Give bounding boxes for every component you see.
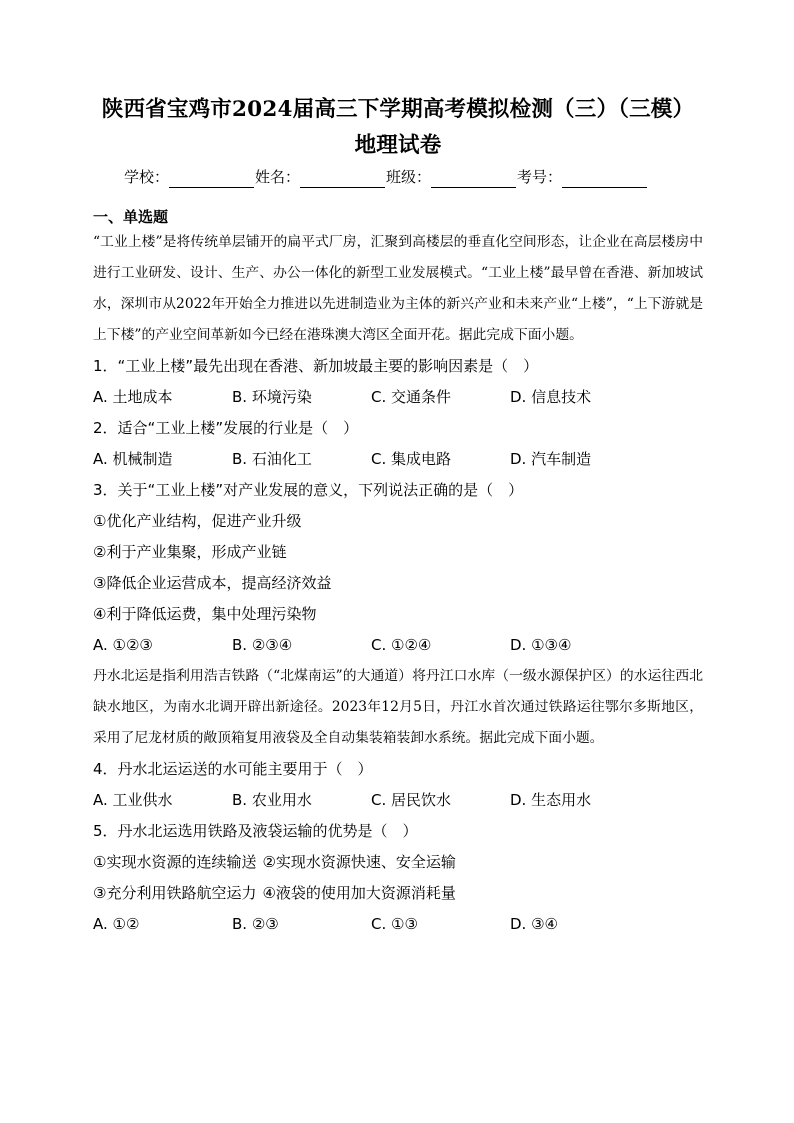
statement-item: ④液袋的使用加大资源消耗量 bbox=[262, 884, 456, 902]
question-4 bbox=[93, 754, 703, 816]
option-b: B. 环境污染 bbox=[232, 388, 312, 406]
statement-row bbox=[93, 878, 703, 909]
option-a: A. 土地成本 bbox=[93, 388, 173, 406]
option-c: C. ①③ bbox=[371, 915, 418, 933]
option-row bbox=[93, 785, 703, 816]
name-field bbox=[255, 166, 386, 188]
question-stem: 1．“工业上楼”最先出现在香港、新加坡最主要的影响因素是（ ） bbox=[93, 357, 539, 375]
option-d: D. 生态用水 bbox=[510, 791, 592, 809]
option-row bbox=[93, 382, 703, 413]
option-d: D. 汽车制造 bbox=[510, 450, 592, 468]
class-label: 班级： bbox=[386, 168, 432, 186]
question-5 bbox=[93, 816, 703, 940]
option-c: C. 集成电路 bbox=[371, 450, 452, 468]
option-c: C. 交通条件 bbox=[371, 388, 452, 406]
statement-item: ②实现水资源快速、安全运输 bbox=[262, 853, 456, 871]
material-passage-1: “工业上楼”是将传统单层铺开的扁平式厂房，汇聚到高楼层的垂直化空间形态，让企业在高层楼房中进行工业研发、设计、生产、办公一体化的新型工业发展模式。“工业上楼”最早曾在香港、新加坡试水，深圳市从2022年开始全力推进以先进制造业为主体的新兴产业和未来产业“上楼”，“上下游就是上下楼”的产业空间革新如今已经在港珠澳大湾区全面开花。据此完成下面小题。 bbox=[93, 234, 703, 343]
statement-item: ④利于降低运费，集中处理污染物 bbox=[93, 605, 317, 623]
class-field bbox=[386, 166, 517, 188]
statement-item: ①实现水资源的连续输送 bbox=[93, 853, 257, 871]
option-row bbox=[93, 909, 703, 940]
option-d: D. ③④ bbox=[510, 915, 558, 933]
student-info-line bbox=[93, 166, 703, 188]
question-stem: 5．丹水北运选用铁路及液袋运输的优势是（ ） bbox=[93, 822, 418, 840]
question-1 bbox=[93, 351, 703, 413]
name-label: 姓名： bbox=[255, 168, 301, 186]
school-blank[interactable] bbox=[169, 172, 254, 188]
option-d: D. 信息技术 bbox=[510, 388, 592, 406]
option-b: B. 农业用水 bbox=[232, 791, 312, 809]
option-b: B. ②③④ bbox=[232, 636, 293, 654]
option-a: A. 机械制造 bbox=[93, 450, 173, 468]
school-field bbox=[124, 166, 255, 188]
option-b: B. 石油化工 bbox=[232, 450, 312, 468]
option-a: A. ①②③ bbox=[93, 636, 153, 654]
option-d: D. ①③④ bbox=[510, 636, 572, 654]
option-a: A. 工业供水 bbox=[93, 791, 173, 809]
question-3 bbox=[93, 475, 703, 661]
statement-item: ③充分利用铁路航空运力 bbox=[93, 884, 257, 902]
exam-page bbox=[93, 92, 703, 940]
statement-row bbox=[93, 847, 703, 878]
question-stem: 2．适合“工业上楼”发展的行业是（ ） bbox=[93, 419, 359, 437]
exam-number-field bbox=[517, 166, 648, 188]
statement-item: ③降低企业运营成本，提高经济效益 bbox=[93, 574, 332, 592]
section-heading: 一、单选题 bbox=[93, 208, 169, 226]
question-2 bbox=[93, 413, 703, 475]
school-label: 学校： bbox=[124, 168, 170, 186]
question-stem: 3．关于“工业上楼”对产业发展的意义，下列说法正确的是（ ） bbox=[93, 481, 524, 499]
exam-title: 陕西省宝鸡市2024届高三下学期高考模拟检测（三）（三模）地理试卷 bbox=[101, 97, 695, 158]
option-c: C. ①②④ bbox=[371, 636, 432, 654]
statement-item: ②利于产业集聚，形成产业链 bbox=[93, 543, 287, 561]
option-a: A. ①② bbox=[93, 915, 140, 933]
exam-number-label: 考号： bbox=[517, 168, 563, 186]
option-c: C. 居民饮水 bbox=[371, 791, 452, 809]
name-blank[interactable] bbox=[300, 172, 385, 188]
class-blank[interactable] bbox=[431, 172, 516, 188]
question-stem: 4．丹水北运运送的水可能主要用于（ ） bbox=[93, 760, 373, 778]
option-b: B. ②③ bbox=[232, 915, 279, 933]
exam-number-blank[interactable] bbox=[562, 172, 647, 188]
option-row bbox=[93, 630, 703, 661]
option-row bbox=[93, 444, 703, 475]
material-passage-2: 丹水北运是指利用浩吉铁路（“北煤南运”的大通道）将丹江口水库（一级水源保护区）的水运往西北缺水地区，为南水北调开辟出新途径。2023年12月5日，丹江水首次通过铁路运往鄂尔多斯地区，采用了尼龙材质的敞顶箱复用液袋及全自动集装箱装卸水系统。据此完成下面小题。 bbox=[93, 668, 703, 746]
statement-item: ①优化产业结构，促进产业升级 bbox=[93, 512, 302, 530]
